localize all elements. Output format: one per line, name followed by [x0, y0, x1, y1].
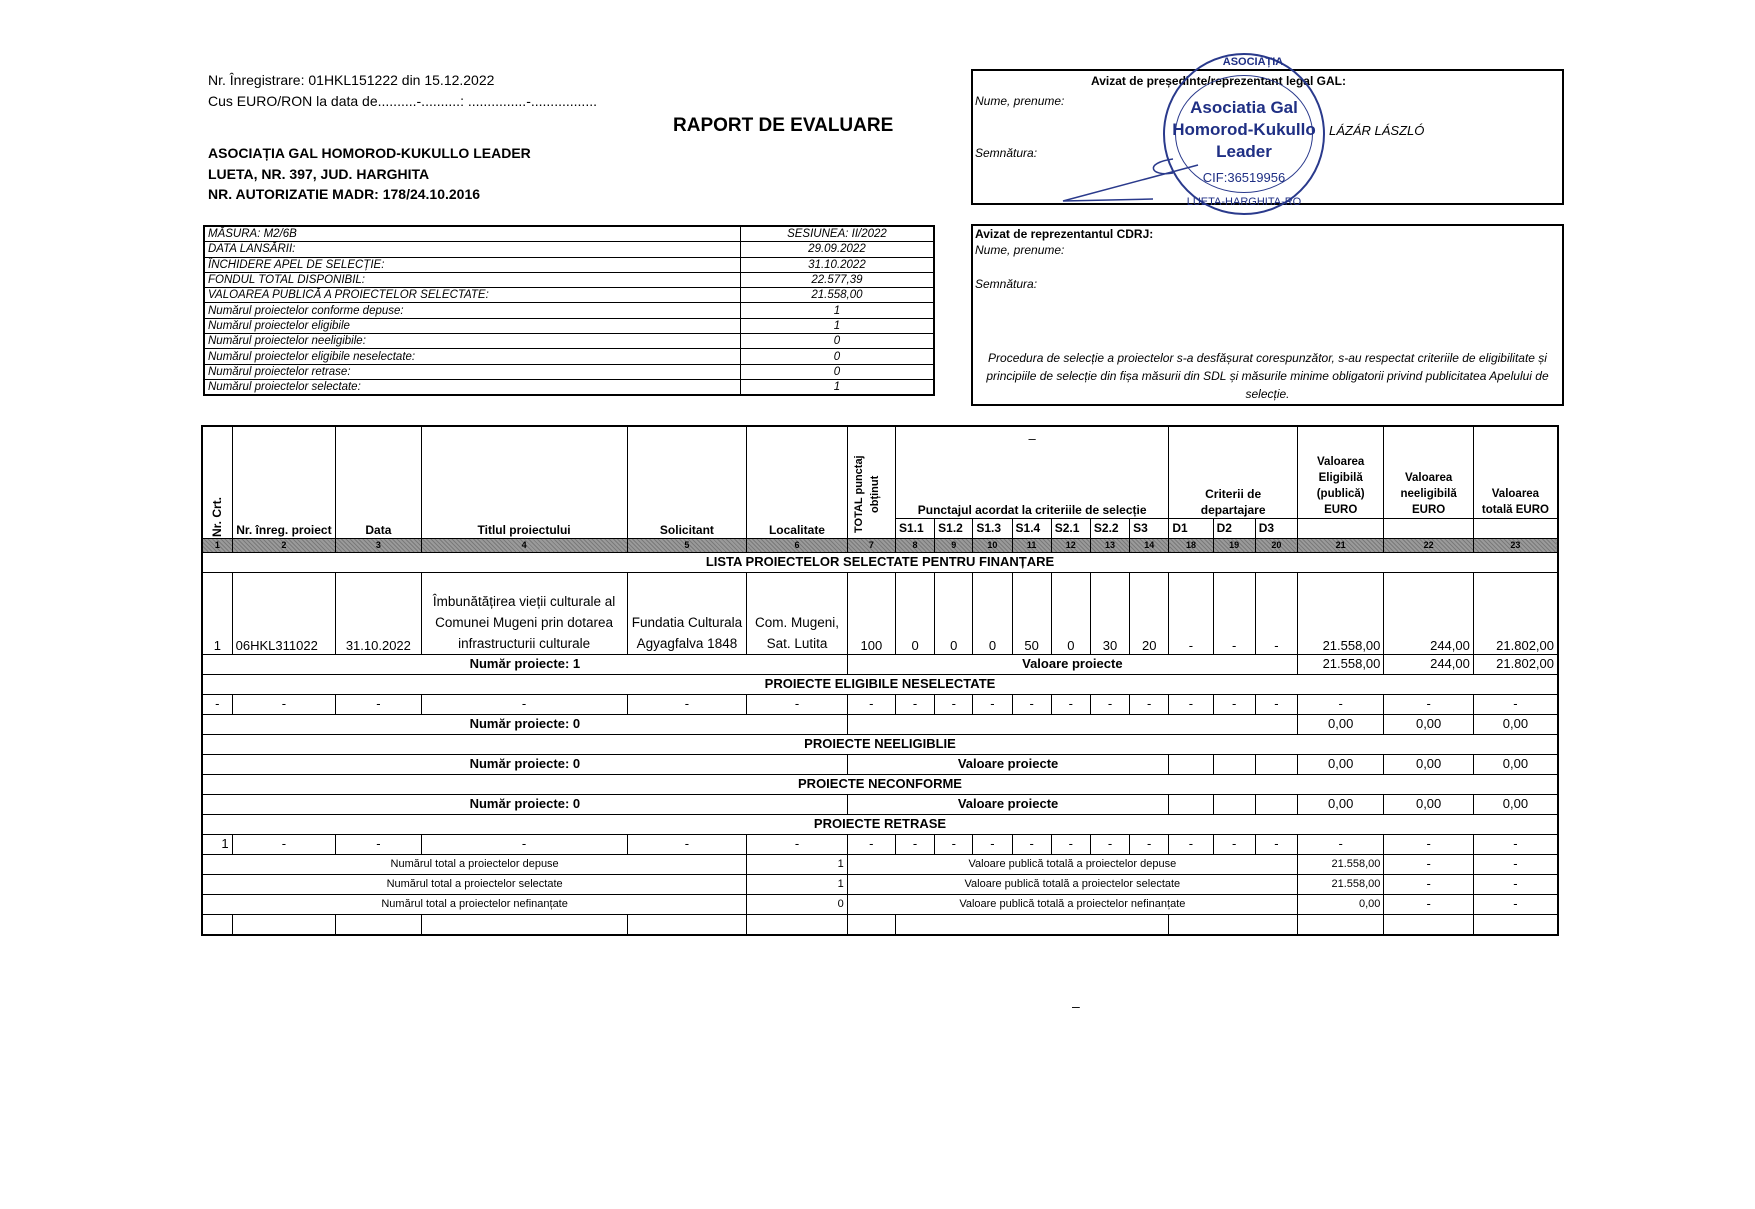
summary-value: 1	[740, 379, 934, 395]
column-number: 19	[1213, 538, 1255, 552]
total-label: Numărul total a proiectelor nefinanțate	[202, 894, 747, 914]
nonconforming-count: Număr proiecte: 0	[202, 794, 847, 814]
selected-ineligible-value: 244,00	[1384, 654, 1473, 674]
total-value: 21.558,00	[1297, 854, 1383, 874]
section-nonconforming-row	[202, 774, 1558, 794]
total-dash: -	[1473, 854, 1558, 874]
criteria-code: S3	[1130, 518, 1169, 538]
summary-label: Numărul proiectelor eligibile neselectate:	[204, 349, 740, 364]
dash-cell: -	[1130, 834, 1169, 854]
ineligible-eligible-value: 0,00	[1297, 754, 1383, 774]
total-value-label: Valoare publică totală a proiectelor nefinanțate	[847, 894, 1297, 914]
nonconforming-total-value: 0,00	[1473, 794, 1558, 814]
dash-cell: -	[1213, 694, 1255, 714]
ineligible-count: Număr proiecte: 0	[202, 754, 847, 774]
stamp-ring-top: ASOCIAȚIA	[1222, 56, 1284, 68]
registration-number: Nr. Înregistrare: 01HKL151222 din 15.12.2022	[208, 72, 495, 88]
project-nr-inreg: 06HKL311022	[232, 572, 336, 654]
codes-spacer	[1384, 518, 1473, 538]
footer-mark: –	[1072, 998, 1080, 1014]
summary-value: 1	[740, 318, 934, 333]
project-departajare: -	[1213, 572, 1255, 654]
total-dash: -	[1384, 874, 1473, 894]
ineligible-d1	[1169, 754, 1213, 774]
dash-cell: -	[336, 694, 421, 714]
criteria-code: D1	[1169, 518, 1213, 538]
criteria-code: S1.1	[895, 518, 934, 538]
criteria-code: S1.4	[1012, 518, 1051, 538]
stamp-line-3: Leader	[1216, 142, 1272, 161]
dash-cell: -	[336, 834, 421, 854]
blank-cell	[1473, 914, 1558, 935]
dash-cell: -	[1384, 834, 1473, 854]
dash-cell: -	[973, 694, 1012, 714]
section-ineligible-row	[202, 734, 1558, 754]
summary-label: ÎNCHIDERE APEL DE SELECȚIE:	[204, 257, 740, 272]
header-valoare-eligibila: Valoarea Eligibilă (publică) EURO	[1297, 426, 1383, 518]
total-dash: -	[1384, 854, 1473, 874]
total-row-nefinantate	[202, 894, 1558, 914]
column-number: 12	[1051, 538, 1090, 552]
stamp-line-2: Homorod-Kukullo	[1172, 120, 1316, 139]
table-header-row	[202, 426, 1558, 518]
nonconforming-d2	[1213, 794, 1255, 814]
project-departajare: -	[1255, 572, 1297, 654]
dash-cell: -	[1297, 694, 1383, 714]
nonconforming-eligible-value: 0,00	[1297, 794, 1383, 814]
dash-cell: -	[935, 834, 973, 854]
blank-cell	[627, 914, 747, 935]
withdrawn-row	[202, 834, 1558, 854]
column-number: 5	[627, 538, 747, 552]
dash-cell: -	[1130, 694, 1169, 714]
project-row	[202, 572, 1558, 654]
project-ineligible-value: 244,00	[1384, 572, 1473, 654]
eligible-unselected-empty-row	[202, 694, 1558, 714]
summary-row	[204, 242, 934, 257]
project-score: 30	[1090, 572, 1129, 654]
header-localitate: Localitate	[747, 426, 848, 538]
dash-cell: -	[895, 694, 934, 714]
withdrawn-nr: 1	[202, 834, 232, 854]
dash-cell: -	[747, 834, 848, 854]
codes-spacer	[1297, 518, 1383, 538]
gal-representative-name: LÁZÁR LÁSZLÓ	[1329, 123, 1425, 138]
column-number: 22	[1384, 538, 1473, 552]
project-score: 20	[1130, 572, 1169, 654]
summary-value: 0	[740, 364, 934, 379]
total-dash: -	[1384, 894, 1473, 914]
summary-value: 29.09.2022	[740, 242, 934, 257]
column-number: 13	[1090, 538, 1129, 552]
dash-cell: -	[1169, 694, 1213, 714]
summary-label: DATA LANSĂRII:	[204, 242, 740, 257]
blank-cell	[421, 914, 627, 935]
section-eligible-unselected-row	[202, 674, 1558, 694]
summary-table	[203, 225, 935, 396]
dash-cell: -	[1051, 694, 1090, 714]
dash-cell: -	[421, 694, 627, 714]
nonconforming-d3	[1255, 794, 1297, 814]
ineligible-total-value: 0,00	[1473, 754, 1558, 774]
header-dash: –	[1028, 431, 1036, 446]
criteria-code: S2.1	[1051, 518, 1090, 538]
codes-spacer	[1473, 518, 1558, 538]
summary-row	[204, 257, 934, 272]
dash-cell: -	[1384, 694, 1473, 714]
summary-label: Numărul proiectelor neeligibile:	[204, 334, 740, 349]
summary-label: Numărul proiectelor selectate:	[204, 379, 740, 395]
blank-row	[202, 914, 1558, 935]
dash-cell: -	[1213, 834, 1255, 854]
summary-row	[204, 364, 934, 379]
nonconforming-subtotal-row	[202, 794, 1558, 814]
total-label: Numărul total a proiectelor selectate	[202, 874, 747, 894]
selected-value-label: Valoare proiecte	[847, 654, 1297, 674]
summary-label: FONDUL TOTAL DISPONIBIL:	[204, 272, 740, 287]
summary-label: VALOAREA PUBLICĂ A PROIECTELOR SELECTATE:	[204, 288, 740, 303]
header-valoare-neeligibila: Valoarea neeligibilă EURO	[1384, 426, 1473, 518]
blank-cell	[895, 914, 1168, 935]
nonconforming-ineligible-value: 0,00	[1384, 794, 1473, 814]
criteria-code: D3	[1255, 518, 1297, 538]
blank-cell	[1297, 914, 1383, 935]
blank-cell	[1384, 914, 1473, 935]
project-score: 50	[1012, 572, 1051, 654]
column-number: 8	[895, 538, 934, 552]
summary-value: 0	[740, 334, 934, 349]
column-number: 14	[1130, 538, 1169, 552]
gal-signature-label: Semnătura:	[975, 146, 1038, 160]
selected-eligible-value: 21.558,00	[1297, 654, 1383, 674]
blank-cell	[1169, 914, 1298, 935]
blank-cell	[847, 914, 895, 935]
nonconforming-value-label: Valoare proiecte	[847, 794, 1169, 814]
dash-cell: -	[1169, 834, 1213, 854]
cdrj-approval-box	[971, 224, 1564, 406]
project-total-value: 21.802,00	[1473, 572, 1558, 654]
eligible-unselected-total-value: 0,00	[1473, 714, 1558, 734]
blank-cell	[336, 914, 421, 935]
section-withdrawn: PROIECTE RETRASE	[202, 814, 1558, 834]
organization-name: ASOCIAȚIA GAL HOMOROD-KUKULLO LEADER	[208, 145, 531, 161]
dash-cell: -	[1090, 834, 1129, 854]
criteria-code: S2.2	[1090, 518, 1129, 538]
total-row-depuse	[202, 854, 1558, 874]
header-valoare-totala: Valoarea totală EURO	[1473, 426, 1558, 518]
summary-row	[204, 379, 934, 395]
report-title: RAPORT DE EVALUARE	[673, 115, 894, 136]
cdrj-approval-title: Avizat de reprezentantul CDRJ:	[975, 227, 1154, 241]
project-departajare: -	[1169, 572, 1213, 654]
column-numbers-row	[202, 538, 1558, 552]
dash-cell: -	[1051, 834, 1090, 854]
dash-cell: -	[1012, 834, 1051, 854]
dash-cell: -	[627, 834, 747, 854]
nonconforming-d1	[1169, 794, 1213, 814]
dash-cell: -	[1012, 694, 1051, 714]
total-value: 21.558,00	[1297, 874, 1383, 894]
criteria-code: D2	[1213, 518, 1255, 538]
summary-row	[204, 318, 934, 333]
total-count: 1	[747, 874, 848, 894]
dash-cell: -	[1090, 694, 1129, 714]
stamp-cif: CIF:36519956	[1202, 170, 1286, 185]
section-nonconforming: PROIECTE NECONFORME	[202, 774, 1558, 794]
summary-row	[204, 349, 934, 364]
header-criterii: Criterii de departajare	[1169, 426, 1298, 518]
total-count: 0	[747, 894, 848, 914]
criteria-code: S1.3	[973, 518, 1012, 538]
header-nr-inreg: Nr. înreg. proiect	[232, 426, 336, 538]
column-number: 9	[935, 538, 973, 552]
dash-cell: -	[202, 694, 232, 714]
summary-label: Numărul proiectelor eligibile	[204, 318, 740, 333]
column-number: 23	[1473, 538, 1558, 552]
dash-cell: -	[935, 694, 973, 714]
dash-cell: -	[1255, 694, 1297, 714]
project-localitate: Com. Mugeni, Sat. Lutita	[747, 572, 848, 654]
summary-value: 1	[740, 303, 934, 318]
selection-procedure-statement: Procedura de selecție a proiectelor s-a desfășurat corespunzător, s-au respectat criteriile de eligibilitate și principiile de selecție din fișa măsurii din SDL și măsurile minime obligatorii privind publicitatea Apelului de selecție.	[986, 351, 1549, 401]
stamp-ring-bottom: LUETA-HARGHITA-RO	[1186, 196, 1302, 208]
column-number: 21	[1297, 538, 1383, 552]
dash-cell: -	[421, 834, 627, 854]
dash-cell: -	[847, 834, 895, 854]
eligible-unselected-count: Număr proiecte: 0	[202, 714, 847, 734]
section-withdrawn-row	[202, 814, 1558, 834]
eligible-unselected-eligible-value: 0,00	[1297, 714, 1383, 734]
project-score: 0	[1051, 572, 1090, 654]
eligible-unselected-subtotal-row	[202, 714, 1558, 734]
column-number: 11	[1012, 538, 1051, 552]
summary-label: MĂSURA: M2/6B	[204, 226, 740, 242]
project-score: 0	[935, 572, 973, 654]
summary-label: Numărul proiectelor retrase:	[204, 364, 740, 379]
project-title: Îmbunătățirea vieții culturale al Comunei Mugeni prin dotarea infrastructurii culturale	[421, 572, 627, 654]
dash-cell: -	[232, 694, 336, 714]
project-solicitant: Fundatia Culturala Agyagfalva 1848	[627, 572, 747, 654]
dash-cell: -	[847, 694, 895, 714]
header-data: Data	[336, 426, 421, 538]
gal-name-label: Nume, prenume:	[975, 94, 1065, 108]
total-label: Numărul total a proiectelor depuse	[202, 854, 747, 874]
column-number: 2	[232, 538, 336, 552]
section-eligible-unselected: PROIECTE ELIGIBILE NESELECTATE	[202, 674, 1558, 694]
header-punctaj-label: Punctajul acordat la criteriile de selecție	[917, 502, 1147, 517]
summary-row	[204, 288, 934, 303]
summary-row	[204, 226, 934, 242]
cdrj-name-label: Nume, prenume:	[975, 243, 1065, 257]
eligible-unselected-spacer	[847, 714, 1297, 734]
organization-address: LUETA, NR. 397, JUD. HARGHITA	[208, 166, 430, 182]
column-number: 3	[336, 538, 421, 552]
summary-row	[204, 334, 934, 349]
evaluation-table	[201, 425, 1559, 936]
blank-cell	[747, 914, 848, 935]
summary-value: SESIUNEA: II/2022	[740, 226, 934, 242]
ineligible-d3	[1255, 754, 1297, 774]
eligible-unselected-ineligible-value: 0,00	[1384, 714, 1473, 734]
ineligible-value-label: Valoare proiecte	[847, 754, 1169, 774]
dash-cell: -	[1297, 834, 1383, 854]
total-row-selectate	[202, 874, 1558, 894]
total-dash: -	[1473, 874, 1558, 894]
project-score: 0	[973, 572, 1012, 654]
criteria-code: S1.2	[935, 518, 973, 538]
ineligible-subtotal-row	[202, 754, 1558, 774]
dash-cell: -	[232, 834, 336, 854]
ineligible-d2	[1213, 754, 1255, 774]
total-dash: -	[1473, 894, 1558, 914]
section-selected: LISTA PROIECTELOR SELECTATE PENTRU FINANȚARE	[202, 552, 1558, 572]
dash-cell: -	[973, 834, 1012, 854]
exchange-rate-line: Cus EURO/RON la data de..........-..........: ...............-.................	[208, 93, 597, 109]
section-ineligible: PROIECTE NEELIGIBLIE	[202, 734, 1558, 754]
summary-row	[204, 272, 934, 287]
stamp-line-1: Asociatia Gal	[1190, 98, 1298, 117]
column-number: 10	[973, 538, 1012, 552]
column-number: 20	[1255, 538, 1297, 552]
total-value-label: Valoare publică totală a proiectelor selectate	[847, 874, 1297, 894]
column-number: 18	[1169, 538, 1213, 552]
summary-value: 31.10.2022	[740, 257, 934, 272]
dash-cell: -	[1473, 694, 1558, 714]
summary-value: 21.558,00	[740, 288, 934, 303]
total-value-label: Valoare publică totală a proiectelor depuse	[847, 854, 1297, 874]
selected-subtotal-row	[202, 654, 1558, 674]
project-eligible-value: 21.558,00	[1297, 572, 1383, 654]
organization-authorization: NR. AUTORIZATIE MADR: 178/24.10.2016	[208, 186, 481, 202]
dash-cell: -	[747, 694, 848, 714]
project-nr-crt: 1	[202, 572, 232, 654]
project-data: 31.10.2022	[336, 572, 421, 654]
header-titlu: Titlul proiectului	[421, 426, 627, 538]
dash-cell: -	[1255, 834, 1297, 854]
total-value: 0,00	[1297, 894, 1383, 914]
ineligible-ineligible-value: 0,00	[1384, 754, 1473, 774]
dash-cell: -	[627, 694, 747, 714]
section-selected-row	[202, 552, 1558, 572]
selected-count: Număr proiecte: 1	[202, 654, 847, 674]
summary-label: Numărul proiectelor conforme depuse:	[204, 303, 740, 318]
dash-cell: -	[895, 834, 934, 854]
blank-cell	[202, 914, 232, 935]
column-number: 1	[202, 538, 232, 552]
column-number: 4	[421, 538, 627, 552]
column-number: 6	[747, 538, 848, 552]
header-solicitant: Solicitant	[627, 426, 747, 538]
header-punctaj	[895, 426, 1168, 518]
column-number: 7	[847, 538, 895, 552]
dash-cell: -	[1473, 834, 1558, 854]
project-total-score: 100	[847, 572, 895, 654]
cdrj-signature-label: Semnătura:	[975, 277, 1038, 291]
blank-cell	[232, 914, 336, 935]
gal-approval-title: Avizat de președinte/reprezentant legal GAL:	[1091, 74, 1346, 88]
project-score: 0	[895, 572, 934, 654]
selected-total-value: 21.802,00	[1473, 654, 1558, 674]
summary-value: 22.577,39	[740, 272, 934, 287]
header-total-punctaj: TOTAL punctaj obținut	[847, 426, 895, 538]
summary-row	[204, 303, 934, 318]
summary-value: 0	[740, 349, 934, 364]
total-count: 1	[747, 854, 848, 874]
header-nr-crt: Nr. Crt.	[202, 426, 232, 538]
